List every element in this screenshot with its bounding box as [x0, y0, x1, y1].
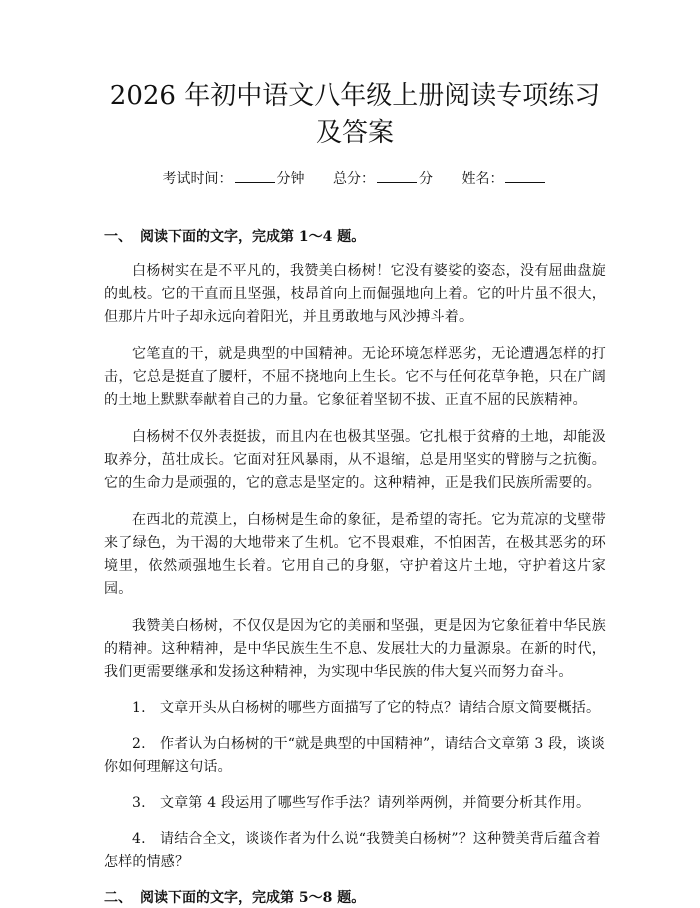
- question-4-number: 4.: [132, 831, 146, 847]
- section-1-heading: [104, 227, 606, 247]
- question-1-number: 1.: [132, 700, 146, 716]
- question-4-text: 请结合全文，谈谈作者为什么说“我赞美白杨树”？这种赞美背后蕴含着怎样的情感？: [104, 831, 601, 870]
- question-1-text: 文章开头从白杨树的哪些方面描写了它的特点？请结合原文简要概括。: [160, 700, 601, 716]
- question-2-text: 作者认为白杨树的干“就是典型的中国精神”，请结合文章第 3 段，谈谈你如何理解这句话。: [104, 736, 605, 775]
- exam-time-blank: [235, 168, 275, 183]
- student-name-label: 姓名：: [461, 171, 504, 187]
- student-name-blank: [505, 168, 545, 183]
- passage-paragraph-1: 白杨树实在是不平凡的，我赞美白杨树！它没有婆娑的姿态，没有屈曲盘旋的虬枝。它的干直而且坚强，枝昂首向上而倔强地向上着。它的叶片虽不很大，但那片片叶子却永远向着阳光，并且勇敢地与风沙搏斗着。: [104, 263, 606, 325]
- student-name-field: [461, 171, 547, 187]
- passage-paragraph-5: 我赞美白杨树，不仅仅是因为它的美丽和坚强，更是因为它象征着中华民族的精神。这种精神，是中华民族生生不息、发展壮大的力量源泉。在新的时代，我们更需要继承和发扬这种精神，为实现中华民族的伟大复兴而努力奋斗。: [104, 618, 606, 680]
- exam-score-field: [333, 171, 437, 187]
- exam-info-line: [104, 168, 606, 189]
- document-title: 2026 年初中语文八年级上册阅读专项练习及答案: [109, 81, 601, 148]
- question-3: [104, 792, 606, 815]
- question-4: [104, 828, 606, 874]
- exam-score-unit: 分: [419, 171, 433, 187]
- section-2-title: 阅读下面的文字，完成第 5～8 题。: [140, 890, 366, 906]
- section-2-heading: [104, 888, 606, 908]
- passage-paragraph-3: 白杨树不仅外表挺拔，而且内在也极其坚强。它扎根于贫瘠的土地，却能汲取养分，茁壮成长。它面对狂风暴雨，从不退缩，总是用坚实的臂膀与之抗衡。它的生命力是顽强的，它的意志是坚定的。这种精神，正是我们民族所需要的。: [104, 429, 606, 491]
- exam-score-label: 总分：: [333, 171, 375, 187]
- section-2-number: 二、: [104, 890, 132, 906]
- exam-time-unit: 分钟: [276, 171, 305, 187]
- section-1-title: 阅读下面的文字，完成第 1～4 题。: [140, 229, 366, 245]
- question-3-text: 文章第 4 段运用了哪些写作手法？请列举两例，并简要分析其作用。: [160, 795, 591, 811]
- question-2: [104, 733, 606, 779]
- question-1: [104, 697, 606, 720]
- passage-paragraph-4: 在西北的荒漠上，白杨树是生命的象征，是希望的寄托。它为荒凉的戈壁带来了绿色，为干渴的大地带来了生机。它不畏艰难，不怕困苦，在极其恶劣的环境里，依然顽强地生长着。它用自己的身躯，守护着这片土地，守护着这片家园。: [104, 512, 606, 597]
- exam-time-field: [163, 171, 309, 187]
- question-3-number: 3.: [132, 795, 146, 811]
- passage-paragraph-2: 它笔直的干，就是典型的中国精神。无论环境怎样恶劣，无论遭遇怎样的打击，它总是挺直了腰杆，不屈不挠地向上生长。它不与任何花草争艳，只在广阔的土地上默默奉献着自己的力量。它象征着坚韧不拔、正直不屈的民族精神。: [104, 346, 606, 408]
- section-1-number: 一、: [104, 229, 132, 245]
- exam-score-blank: [377, 168, 417, 183]
- exam-time-label: 考试时间：: [162, 171, 233, 187]
- question-2-number: 2.: [132, 736, 146, 752]
